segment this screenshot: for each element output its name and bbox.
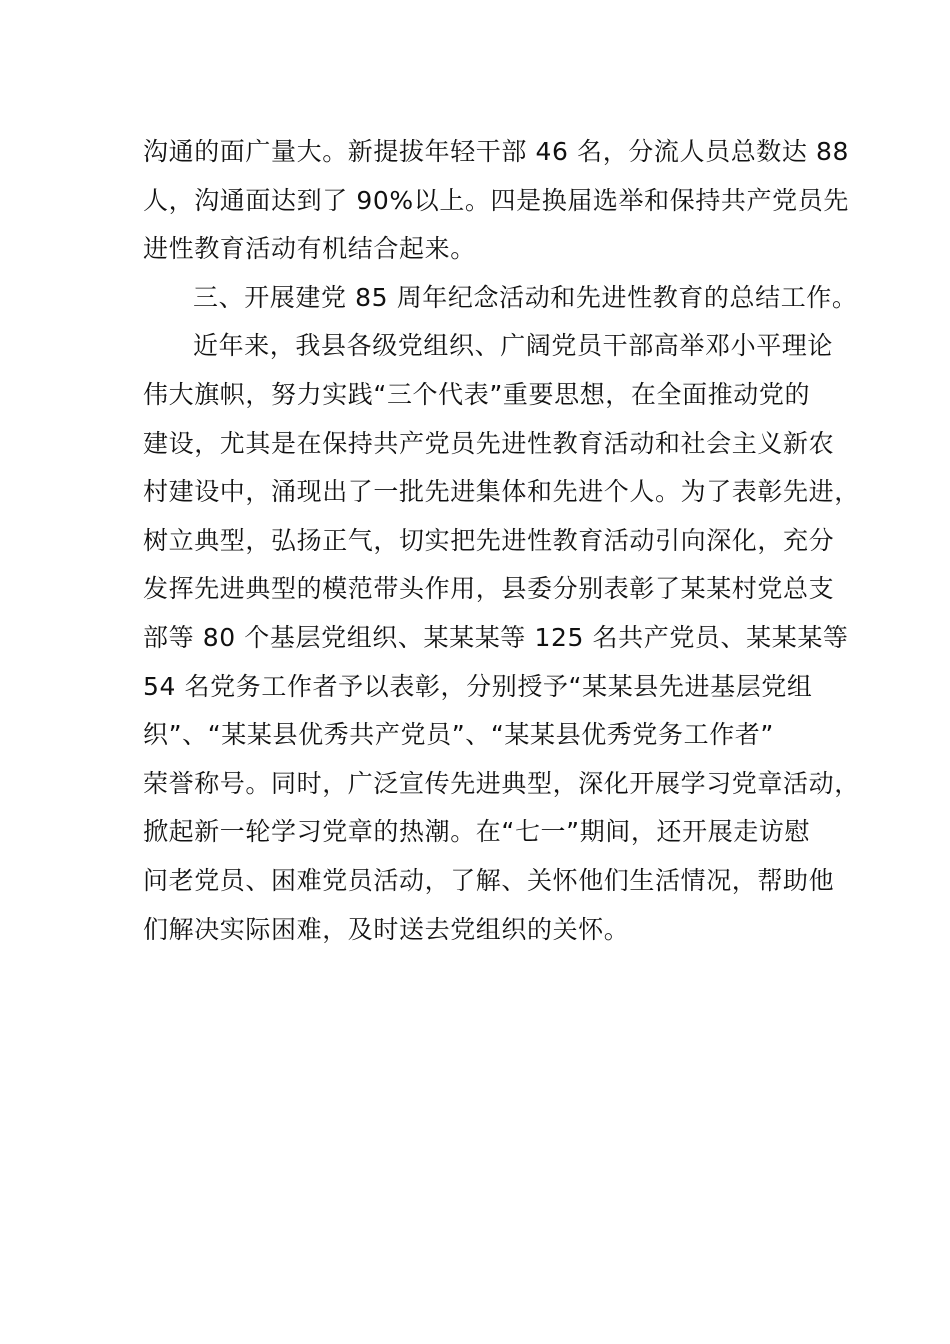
text-line: 伟大旗帜，努力实践“三个代表”重要思想，在全面推动党的 bbox=[143, 379, 811, 409]
text-line: 沟通的面广量大。新提拔年轻干部 46 名，分流人员总数达 88 bbox=[143, 137, 850, 166]
document-body bbox=[143, 128, 860, 954]
text-line: 织”、“某某县优秀共产党员”、“某某县优秀党务工作者” bbox=[143, 720, 774, 750]
text-line: 进性教育活动有机结合起来。 bbox=[143, 234, 476, 264]
text-line: 树立典型，弘扬正气，切实把先进性教育活动引向深化，充分 bbox=[143, 525, 835, 555]
section-heading: 三、开展建党 85 周年纪念活动和先进性教育的总结工作。 bbox=[193, 282, 858, 312]
text-line: 54 名党务工作者予以表彰，分别授予“某某县先进基层党组 bbox=[143, 671, 813, 701]
text-line: 建设，尤其是在保持共产党员先进性教育活动和社会主义新农 bbox=[143, 428, 835, 458]
text-line: 发挥先进典型的模范带头作用，县委分别表彰了某某村党总支 bbox=[143, 574, 835, 604]
text-line: 村建设中，涌现出了一批先进集体和先进个人。为了表彰先进， bbox=[143, 477, 860, 507]
paragraph-first-line: 近年来，我县各级党组织、广阔党员干部高举邓小平理论 bbox=[193, 331, 834, 361]
text-line: 们解决实际困难，及时送去党组织的关怀。 bbox=[143, 914, 630, 944]
text-line: 部等 80 个基层党组织、某某某等 125 名共产党员、某某某等 bbox=[143, 622, 849, 652]
text-line: 掀起新一轮学习党章的热潮。在“七一”期间，还开展走访慰 bbox=[143, 817, 811, 847]
text-line: 荣誉称号。同时，广泛宣传先进典型，深化开展学习党章活动， bbox=[143, 768, 860, 798]
text-line: 问老党员、困难党员活动，了解、关怀他们生活情况，帮助他 bbox=[143, 865, 835, 895]
text-line: 人，沟通面达到了 90%以上。四是换届选举和保持共产党员先 bbox=[143, 185, 849, 215]
